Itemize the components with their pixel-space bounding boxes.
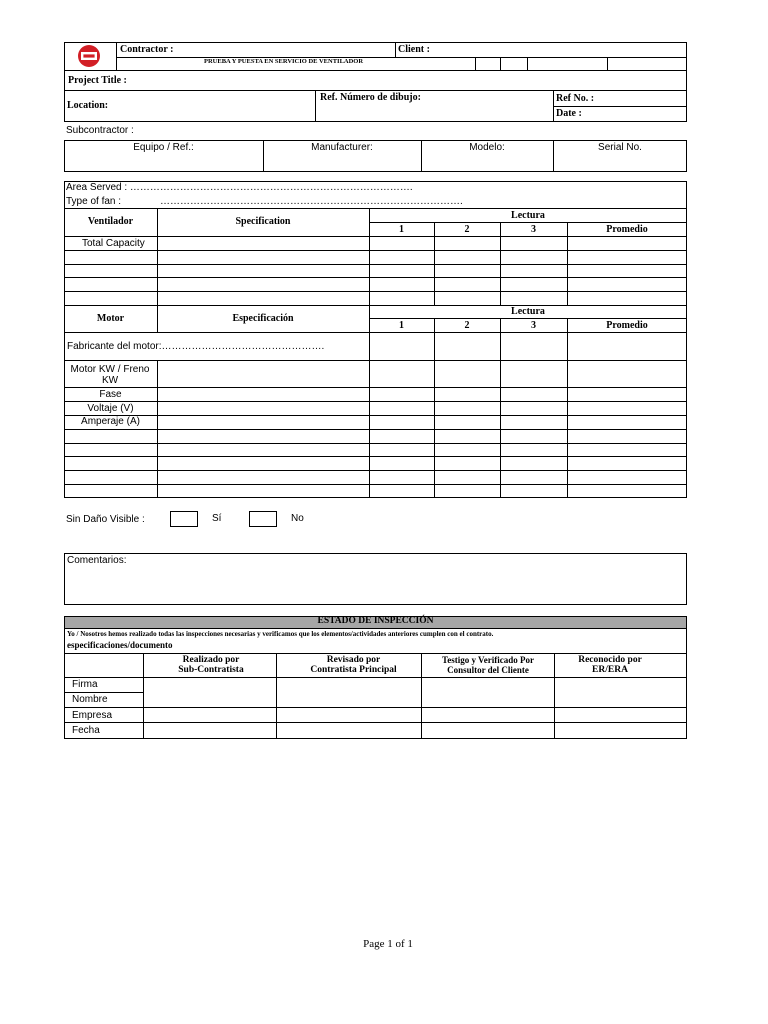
name-row-label: Nombre xyxy=(72,694,108,705)
comments-label: Comentarios: xyxy=(67,555,127,566)
fan-reading-3: 3 xyxy=(531,224,536,235)
drawing-ref-label: Ref. Número de dibujo: xyxy=(320,92,421,103)
voltage-label: Voltaje (V) xyxy=(87,403,134,414)
type-of-fan-dots: ………………………………………………………………………………. xyxy=(160,196,463,207)
phase-label: Fase xyxy=(99,389,122,400)
form-title: PRUEBA Y PUESTA EN SERVICIO DE VENTILADOR xyxy=(204,58,364,65)
motor-manufacturer-label: Fabricante del motor:…………………………………………. xyxy=(67,341,325,352)
inspection-specs: especificaciones/documento xyxy=(67,640,173,650)
motor-reading-2: 2 xyxy=(464,320,470,331)
location-label: Location: xyxy=(67,100,109,111)
total-capacity-label: Total Capacity xyxy=(82,238,145,249)
damage-no-label: No xyxy=(291,513,304,524)
serial-no-header: Serial No. xyxy=(598,142,642,153)
no-visible-damage-label: Sin Daño Visible : xyxy=(66,514,145,525)
acknowledged-by-header: Reconocido por ER/ERA xyxy=(578,655,642,675)
fan-lectura-header: Lectura xyxy=(511,210,545,221)
motor-kw-label: Motor KW / Freno KW xyxy=(70,364,150,386)
ventilador-header: Ventilador xyxy=(87,216,134,227)
company-row-label: Empresa xyxy=(72,710,113,721)
fan-reading-2: 2 xyxy=(464,224,470,235)
project-title-label: Project Title : xyxy=(68,75,127,86)
motor-header: Motor xyxy=(96,313,125,324)
company-logo xyxy=(74,44,104,68)
equipment-ref-header: Equipo / Ref.: xyxy=(133,142,194,153)
witnessed-by-header: Testigo y Verificado Por Consultor del Cliente xyxy=(442,655,534,675)
fan-reading-average: Promedio xyxy=(606,224,648,235)
manufacturer-header: Manufacturer: xyxy=(311,142,373,153)
contractor-label: Contractor : xyxy=(120,44,174,55)
date-label: Date : xyxy=(556,108,582,119)
date-row-label: Fecha xyxy=(72,725,100,736)
model-header: Modelo: xyxy=(469,142,505,153)
performed-by-header: Realizado por Sub-Contratista xyxy=(178,655,244,675)
type-of-fan-label: Type of fan : xyxy=(66,196,122,207)
comments-box[interactable] xyxy=(64,553,687,605)
client-label: Client : xyxy=(398,44,430,55)
inspection-header: ESTADO DE INSPECCIÓN xyxy=(317,616,434,626)
damage-yes-label: Sí xyxy=(212,513,222,524)
specification-header: Specification xyxy=(235,216,291,227)
area-served: Area Served : …………………………………………………………………………. xyxy=(66,182,413,193)
reviewed-by-header: Revisado por Contratista Principal xyxy=(310,655,397,675)
especificacion-header: Especificación xyxy=(232,313,294,324)
subcontractor-label: Subcontractor : xyxy=(66,125,134,136)
amperage-label: Amperaje (A) xyxy=(81,416,140,427)
damage-no-checkbox[interactable] xyxy=(249,511,277,527)
motor-reading-1: 1 xyxy=(399,320,404,331)
inspection-declaration: Yo / Nosotros hemos realizado todas las inspecciones necesarias y verificamos que los elementos/actividades anteriores cumplen con el contrato. xyxy=(67,630,494,638)
motor-reading-average: Promedio xyxy=(606,320,648,331)
page-number: Page 1 of 1 xyxy=(363,938,413,950)
damage-yes-checkbox[interactable] xyxy=(170,511,198,527)
fan-reading-1: 1 xyxy=(399,224,404,235)
motor-reading-3: 3 xyxy=(531,320,536,331)
signature-row-label: Firma xyxy=(72,679,98,690)
motor-lectura-header: Lectura xyxy=(511,306,545,317)
ref-no-label: Ref No. : xyxy=(556,93,595,104)
